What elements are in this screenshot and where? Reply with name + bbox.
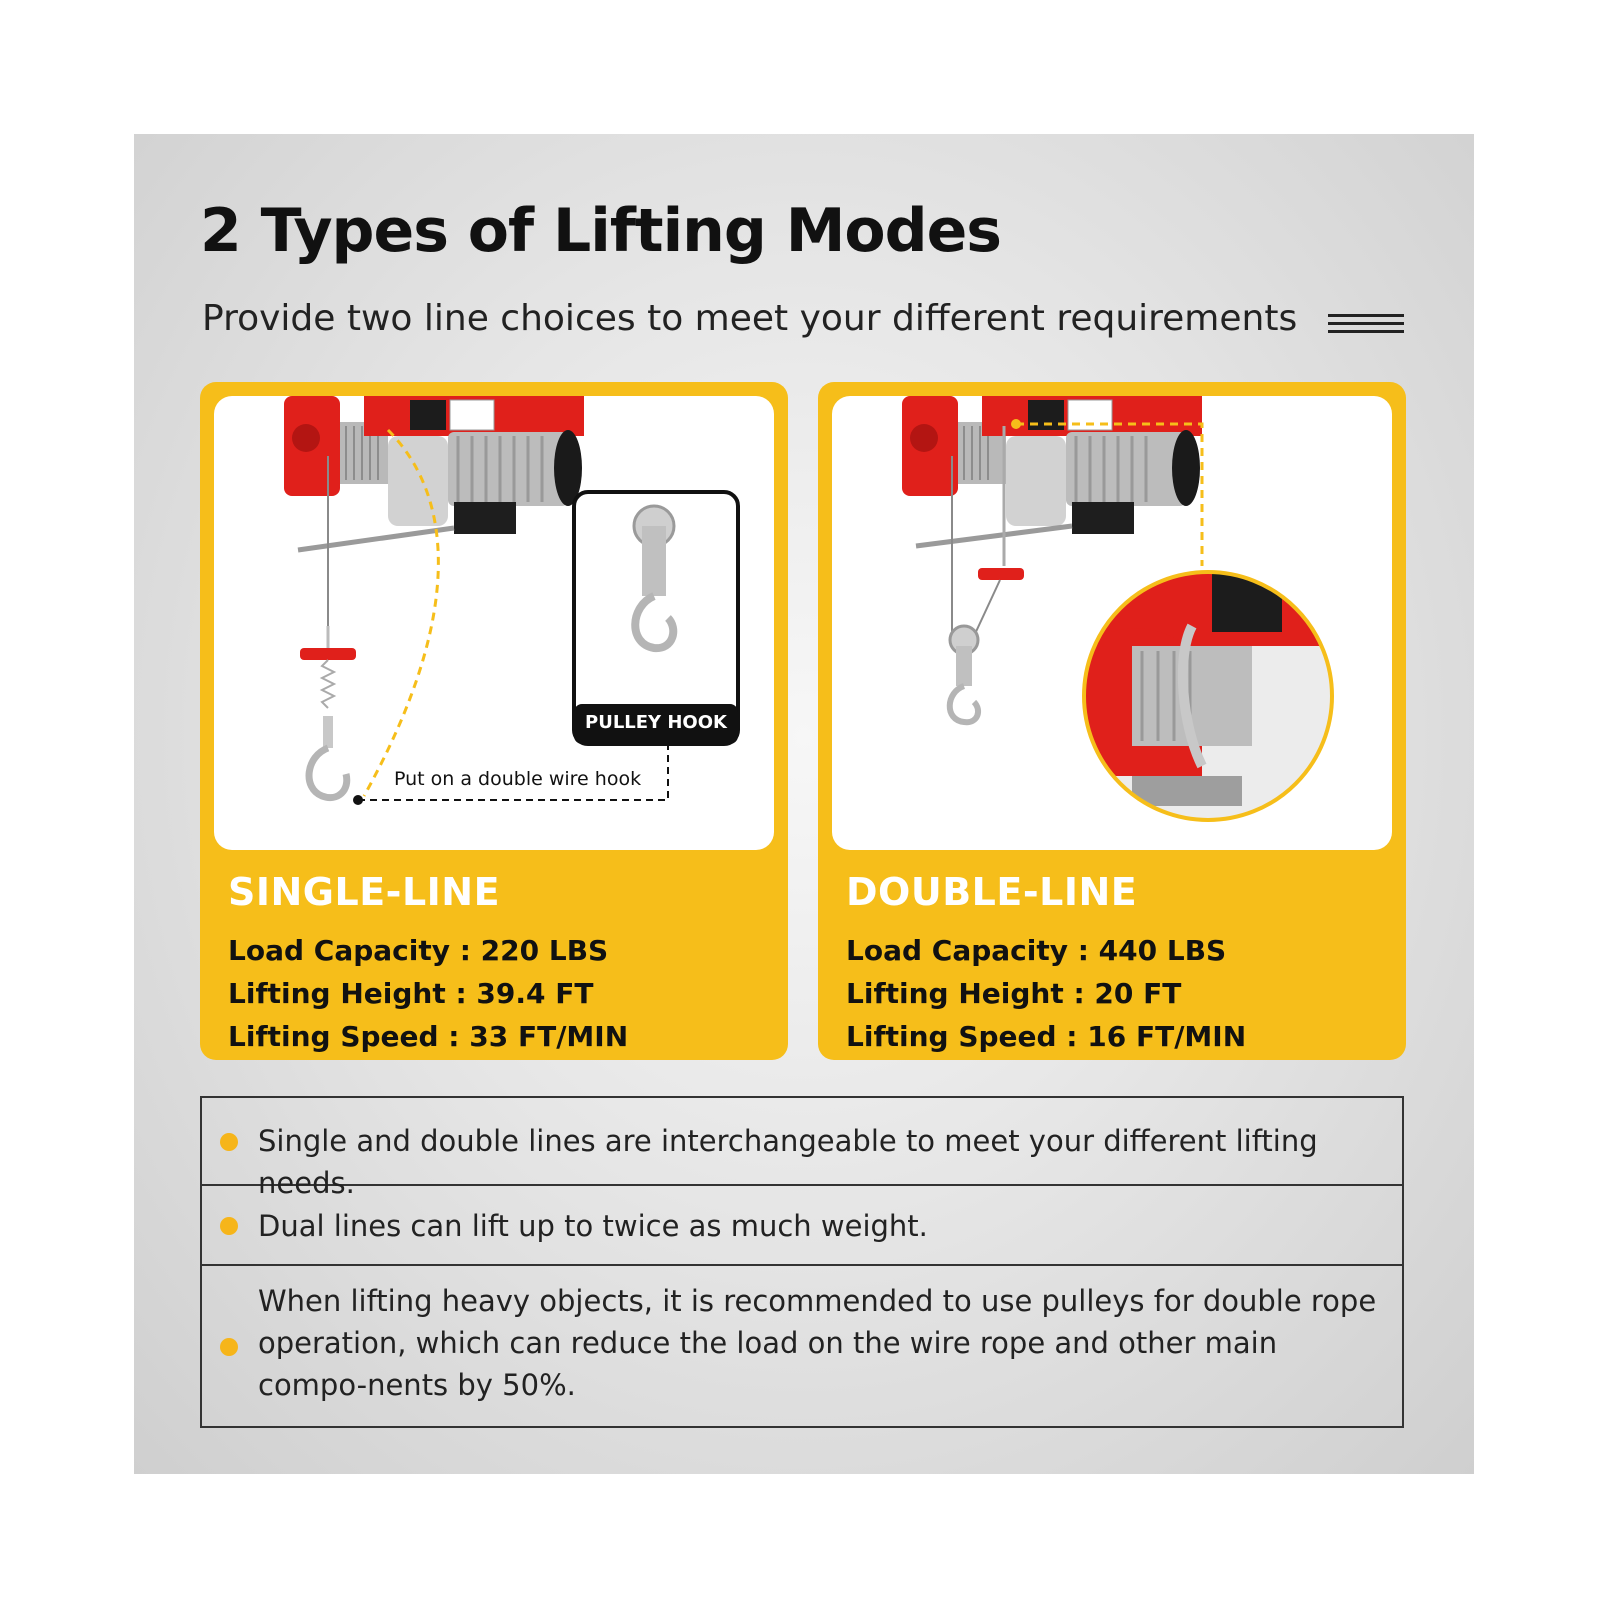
- infographic-panel: [134, 134, 1474, 1474]
- note-text: Dual lines can lift up to twice as much weight.: [258, 1209, 928, 1243]
- spec-lifting-speed: Lifting Speed : 33 FT/MIN: [228, 1020, 629, 1053]
- page-title: 2 Types of Lifting Modes: [200, 196, 1001, 266]
- double-line-heading: DOUBLE-LINE: [846, 870, 1138, 914]
- pulley-hook-label: PULLEY HOOK: [585, 712, 727, 733]
- page-subtitle: Provide two line choices to meet your different requirements: [202, 298, 1298, 339]
- annotation-text: Put on a double wire hook: [394, 768, 642, 790]
- spec-load-capacity: Load Capacity : 440 LBS: [846, 934, 1227, 967]
- note-row: [202, 1098, 1402, 1200]
- note-text: When lifting heavy objects, it is recommended to use pulleys for double rope operation, which can reduce the load on the wire rope and other main compo-nents by 50%.: [258, 1284, 1377, 1402]
- spec-lifting-speed: Lifting Speed : 16 FT/MIN: [846, 1020, 1247, 1053]
- pulley-hook-icon: [950, 626, 978, 722]
- hook-icon: [309, 748, 347, 798]
- note-row: [202, 1186, 1402, 1266]
- hoist-icon: [902, 396, 1202, 546]
- decorative-lines-icon: [1328, 314, 1404, 336]
- note-text: Single and double lines are interchangeable to meet your different lifting needs.: [258, 1124, 1318, 1200]
- spec-lifting-height: Lifting Height : 20 FT: [846, 977, 1182, 1010]
- bullet-icon: [220, 1338, 238, 1356]
- spec-load-capacity: Load Capacity : 220 LBS: [228, 934, 609, 967]
- single-line-heading: SINGLE-LINE: [228, 870, 501, 914]
- double-line-card: [818, 382, 1406, 1060]
- bullet-icon: [220, 1217, 238, 1235]
- bullet-icon: [220, 1133, 238, 1151]
- notes-table: [200, 1096, 1404, 1428]
- note-row: [202, 1266, 1402, 1428]
- single-line-hoist-image: [214, 396, 774, 850]
- spec-lifting-height: Lifting Height : 39.4 FT: [228, 977, 594, 1010]
- single-line-card: [200, 382, 788, 1060]
- double-line-hoist-image: [832, 396, 1392, 850]
